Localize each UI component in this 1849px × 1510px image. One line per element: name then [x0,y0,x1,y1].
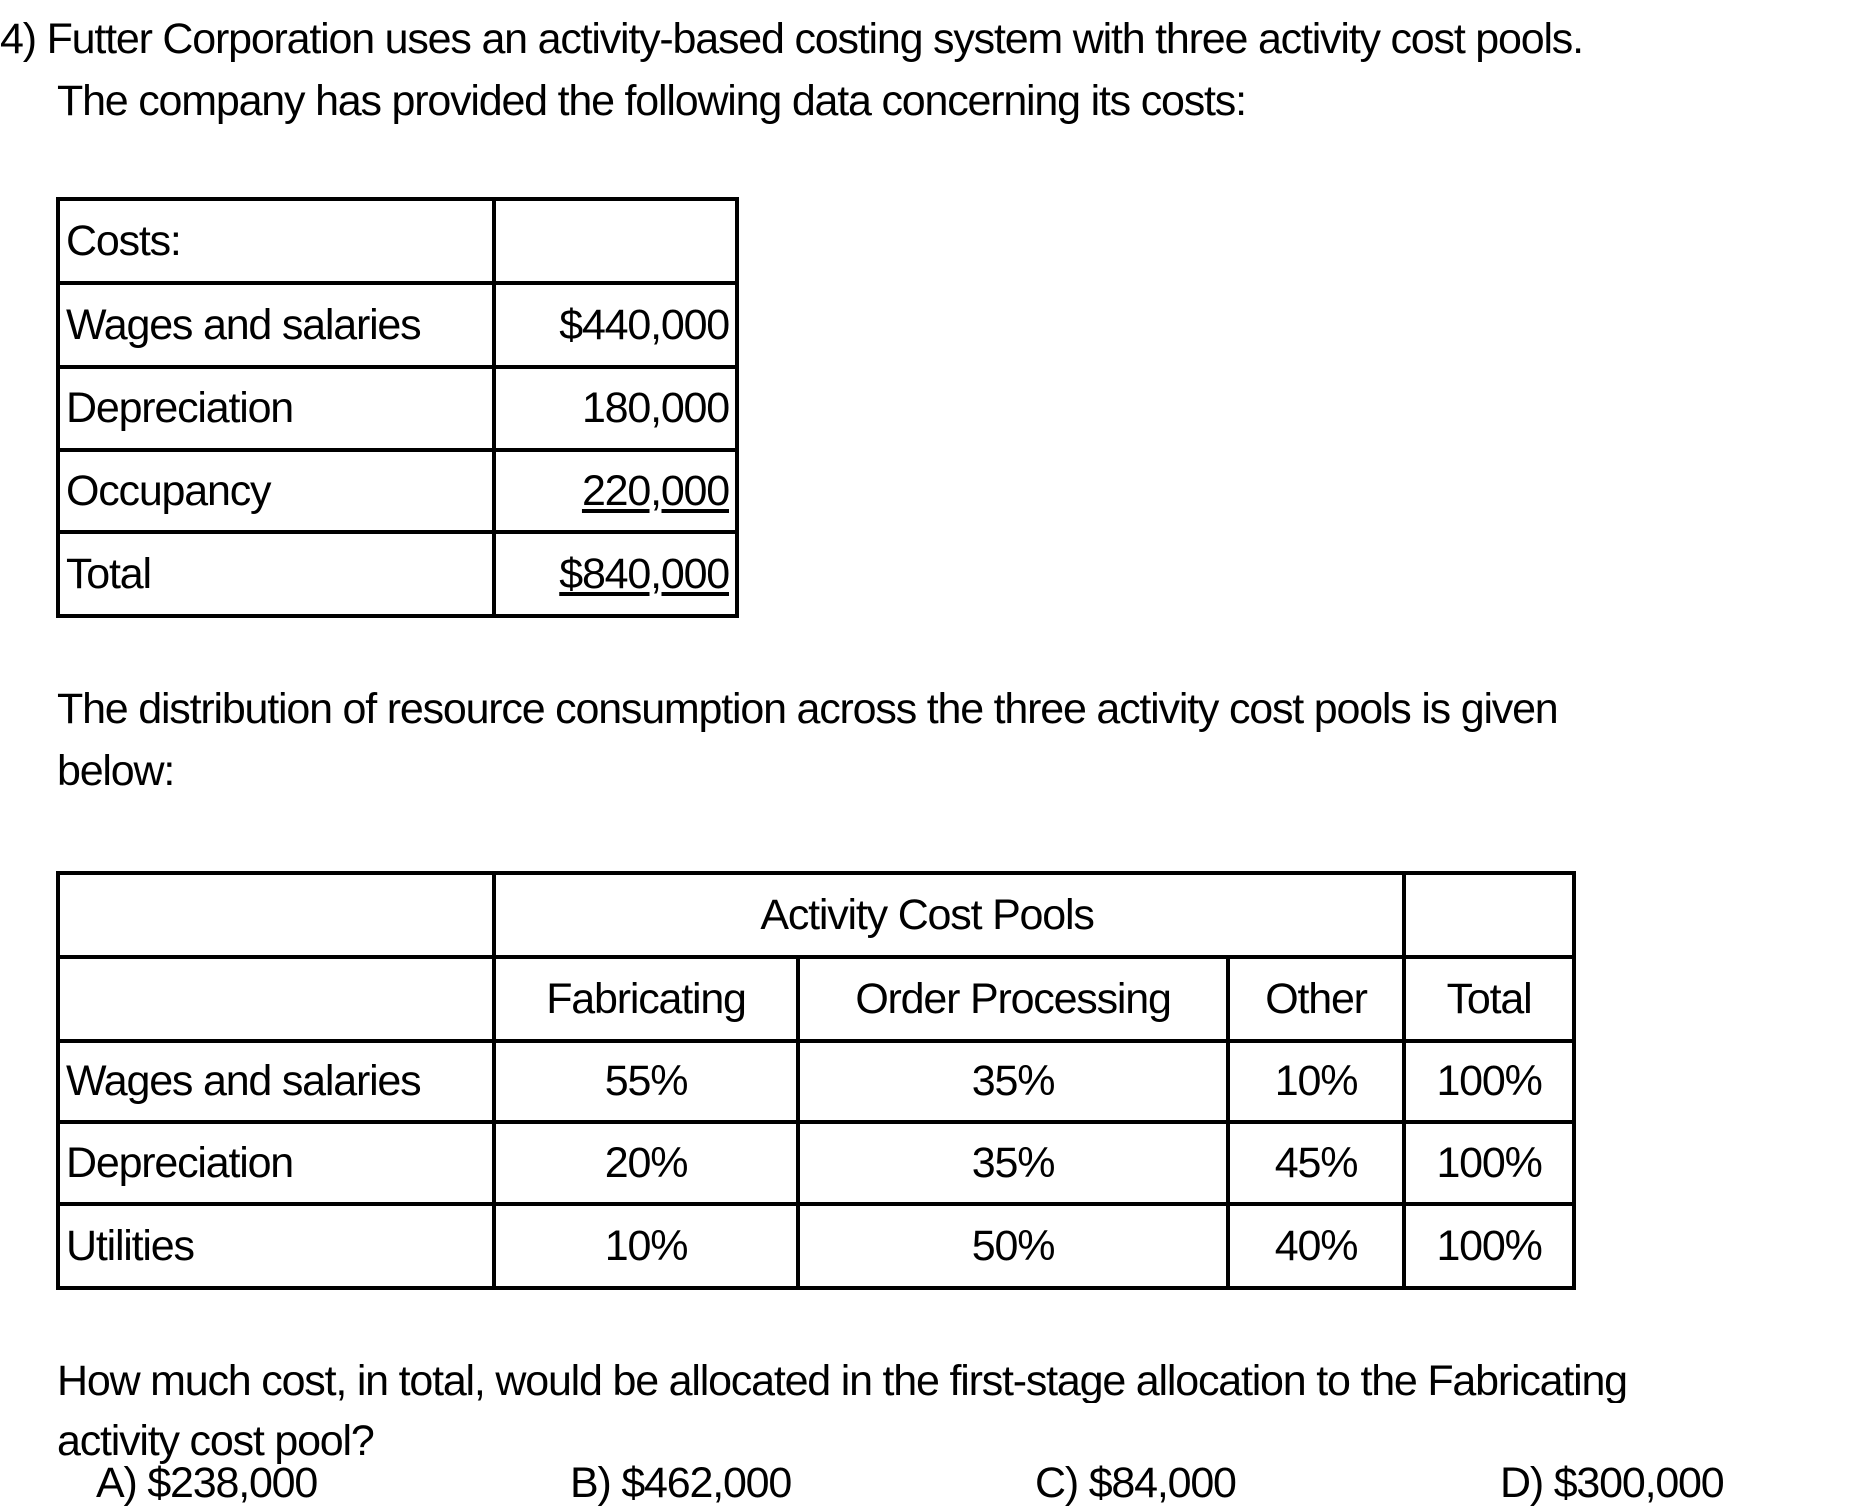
cell: 100% [1404,1041,1574,1122]
row-label: Utilities [58,1204,494,1288]
empty-cell [1404,873,1574,957]
cell: 10% [494,1204,798,1288]
cost-label: Wages and salaries [58,283,494,367]
row-label: Wages and salaries [58,1041,494,1122]
cost-label: Total [58,532,494,616]
table-row [58,1041,1574,1122]
table-row [58,450,737,532]
cost-value: 180,000 [494,367,737,450]
row-label: Depreciation [58,1122,494,1204]
cell: 35% [798,1122,1228,1204]
column-header: Other [1228,957,1404,1041]
distribution-line-2: below: [57,747,175,795]
table-row [58,532,737,616]
intro-line-1: 4) Futter Corporation uses an activity-based costing system with three activity cost pools. [0,15,1583,63]
cell: 35% [798,1041,1228,1122]
cell: 100% [1404,1122,1574,1204]
empty-cell [58,957,494,1041]
cell: 10% [1228,1041,1404,1122]
table-row [58,283,737,367]
answer-c[interactable]: C) $84,000 [1035,1459,1236,1507]
cell: 50% [798,1204,1228,1288]
cost-value: $440,000 [494,283,737,367]
table-row [58,1204,1574,1288]
empty-cell [58,873,494,957]
question-line-1: How much cost, in total, would be allocated in the first-stage allocation to the Fabricating [57,1360,1627,1403]
costs-table [56,197,739,618]
distribution-table [56,871,1576,1290]
cost-label: Occupancy [58,450,494,532]
table-row [58,1122,1574,1204]
answer-d[interactable]: D) $300,000 [1500,1459,1724,1507]
distribution-line-1: The distribution of resource consumption across the three activity cost pools is given [57,685,1558,733]
table-row [58,367,737,450]
cell: 45% [1228,1122,1404,1204]
empty-cell [494,199,737,283]
cell: 40% [1228,1204,1404,1288]
answer-a[interactable]: A) $238,000 [96,1459,318,1507]
question-line-2: activity cost pool? [57,1417,374,1465]
column-header: Total [1404,957,1574,1041]
column-header: Fabricating [494,957,798,1041]
intro-line-2: The company has provided the following data concerning its costs: [57,77,1246,125]
cell: 55% [494,1041,798,1122]
costs-header: Costs: [58,199,494,283]
column-header: Order Processing [798,957,1228,1041]
cell: 20% [494,1122,798,1204]
answer-b[interactable]: B) $462,000 [570,1459,792,1507]
cost-label: Depreciation [58,367,494,450]
group-header: Activity Cost Pools [494,873,1404,957]
cost-value: 220,000 [581,466,729,515]
cost-total-value: $840,000 [559,549,729,598]
cell: 100% [1404,1204,1574,1288]
